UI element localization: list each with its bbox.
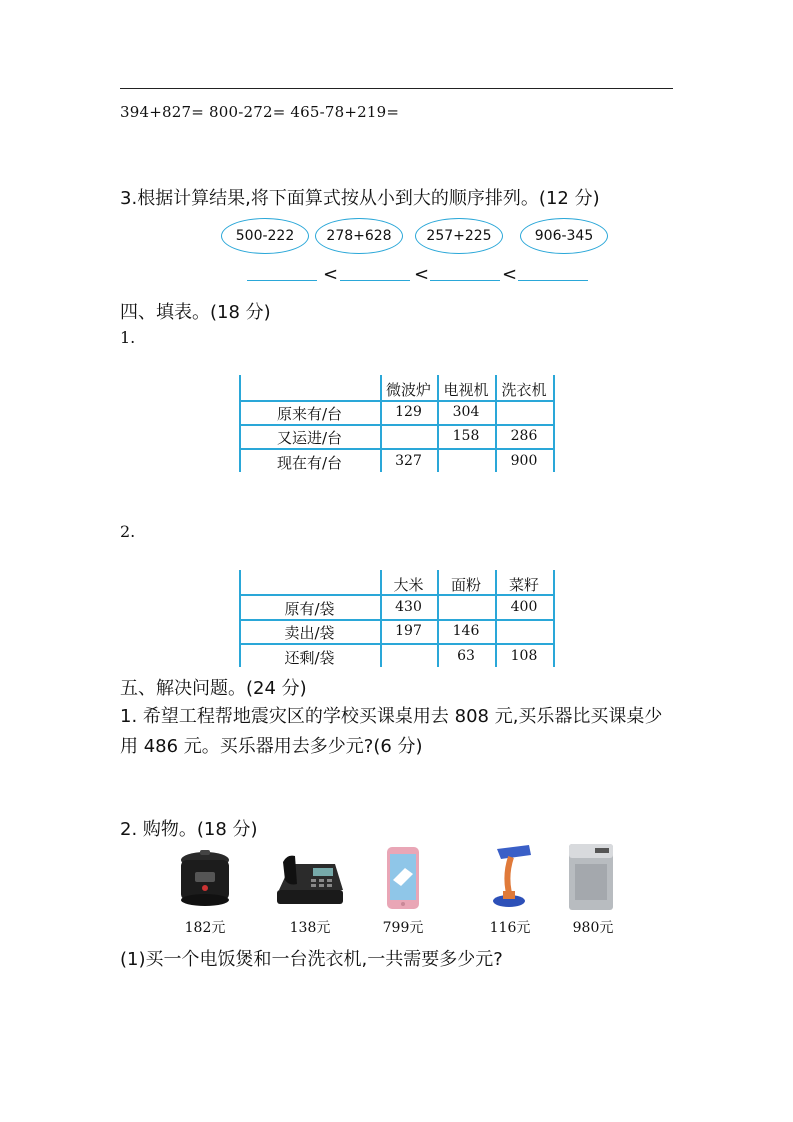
table-1-cell: 129 xyxy=(395,404,422,420)
table-2-cell: 146 xyxy=(452,623,480,639)
table-1-rule-2 xyxy=(239,424,555,426)
section-4-title: 四、填表。 xyxy=(120,302,210,323)
telephone-icon xyxy=(273,850,345,908)
section-5-heading xyxy=(120,674,307,700)
question-1-label: 1. xyxy=(120,328,136,347)
problem-1-line-2: 用 486 元。买乐器用去多少元?(6 分) xyxy=(120,736,423,757)
table-2-cell: 197 xyxy=(395,623,422,639)
section-4-heading xyxy=(120,298,271,324)
table-2-row-label: 卖出/袋 xyxy=(284,624,335,642)
table-1-cell: 327 xyxy=(395,453,422,469)
section-4-score: (18 分) xyxy=(210,302,271,323)
rice-cooker-icon xyxy=(175,848,235,910)
table-1-rule-1 xyxy=(239,400,555,402)
section-3-text: 根据计算结果,将下面算式按从小到大的顺序排列。 xyxy=(137,188,539,209)
expression-oval-1: 500-222 xyxy=(221,218,309,254)
table-2-cell: 400 xyxy=(510,599,538,615)
table-2-header: 面粉 xyxy=(450,576,481,594)
table-2 xyxy=(239,570,555,667)
sub-question-1: (1)买一个电饭煲和一台洗衣机,一共需要多少元? xyxy=(120,949,503,970)
table-1-cell: 158 xyxy=(452,428,480,444)
section-5-score: (24 分) xyxy=(246,678,307,699)
table-1-row-label: 又运进/台 xyxy=(276,429,343,447)
table-2-row-label: 原有/袋 xyxy=(284,600,335,618)
desk-lamp-icon xyxy=(487,843,535,909)
table-2-header: 大米 xyxy=(393,576,424,594)
answer-blank-1[interactable] xyxy=(247,279,317,281)
less-than-3: < xyxy=(502,264,518,285)
price-desk-lamp: 116元 xyxy=(489,920,531,936)
answer-blank-3[interactable] xyxy=(430,279,500,281)
price-washing-machine: 980元 xyxy=(572,920,614,936)
washing-machine-icon xyxy=(565,842,617,912)
table-1-header: 电视机 xyxy=(443,381,489,399)
table-2-rule-3 xyxy=(239,643,555,645)
mobile-phone-icon xyxy=(385,846,421,910)
section-5-title: 五、解决问题。 xyxy=(120,678,246,699)
top-rule xyxy=(120,88,673,89)
table-2-cell: 63 xyxy=(457,648,475,664)
table-1-cell: 900 xyxy=(510,453,538,469)
section-3-score: (12 分) xyxy=(538,188,600,209)
expression-oval-3: 257+225 xyxy=(415,218,503,254)
table-1-rule-3 xyxy=(239,448,555,450)
less-than-1: < xyxy=(323,264,339,285)
arithmetic-line: 394+827= 800-272= 465-78+219= xyxy=(120,103,400,121)
table-2-cell: 430 xyxy=(395,599,422,615)
table-2-rule-2 xyxy=(239,619,555,621)
price-rice-cooker: 182元 xyxy=(184,920,226,936)
section-3-heading xyxy=(120,184,600,210)
table-1-row-label: 现在有/台 xyxy=(276,454,343,472)
table-1-cell: 304 xyxy=(452,404,480,420)
table-1-cell: 286 xyxy=(510,428,538,444)
answer-blank-4[interactable] xyxy=(518,279,588,281)
table-1-header: 微波炉 xyxy=(385,381,431,399)
table-2-cell: 108 xyxy=(510,648,538,664)
table-2-header: 菜籽 xyxy=(508,576,539,594)
section-3-number: 3. xyxy=(120,188,138,209)
question-2-label: 2. xyxy=(120,522,136,541)
price-mobile-phone: 799元 xyxy=(382,920,424,936)
table-1-header: 洗衣机 xyxy=(501,381,547,399)
table-2-row-label: 还剩/袋 xyxy=(284,649,335,667)
price-telephone: 138元 xyxy=(289,920,331,936)
table-1-row-label: 原来有/台 xyxy=(276,405,343,423)
expression-oval-4: 906-345 xyxy=(520,218,608,254)
problem-2-title: 2. 购物。(18 分) xyxy=(120,819,258,840)
table-1 xyxy=(239,375,555,472)
expression-oval-2: 278+628 xyxy=(315,218,403,254)
less-than-2: < xyxy=(414,264,430,285)
answer-blank-2[interactable] xyxy=(340,279,410,281)
problem-1-line-1: 1. 希望工程帮地震灾区的学校买课桌用去 808 元,买乐器比买课桌少 xyxy=(120,706,663,727)
